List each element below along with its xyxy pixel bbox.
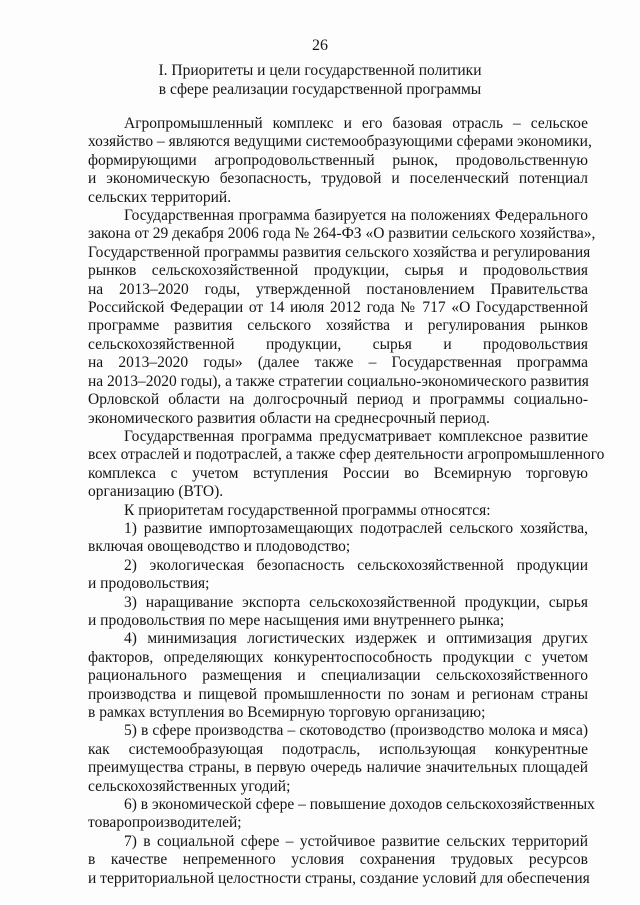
- text-line: и экономическую безопасность, трудовой и поселенческий потенциал: [88, 170, 588, 188]
- paragraph: [88, 115, 592, 207]
- text-line: и продовольствия по мере насыщения ими внутреннего рынка;: [88, 611, 505, 629]
- text-line: в рамках вступления во Всемирную торговую организацию;: [88, 704, 486, 721]
- text-line: Государственная программа предусматривает комплексное развитие: [124, 427, 588, 445]
- paragraph: [88, 520, 588, 557]
- paragraph: [88, 557, 588, 594]
- text-line: в качестве непременного условия сохранения трудовых ресурсов: [88, 851, 588, 869]
- text-line: хозяйство – являются ведущими системообразующими сферами экономики,: [88, 133, 592, 151]
- text-line: сельских территорий.: [88, 188, 232, 206]
- text-line: 7) в социальной сфере – устойчивое развитие сельских территорий: [124, 832, 588, 850]
- page-number: 26: [312, 37, 328, 54]
- text-line: на 2013–2020 годы» (далее также – Государственная программа: [88, 354, 588, 372]
- paragraph: [88, 630, 588, 722]
- text-line: на 2013–2020 годы, утвержденной постановлением Правительства: [88, 280, 588, 298]
- text-line: 5) в сфере производства – скотоводство (производство молока и мяса): [124, 722, 588, 740]
- text-line: 2) экологическая безопасность сельскохозяйственной продукции: [124, 556, 588, 574]
- text-line: комплекса с учетом вступления России во Всемирную торговую: [88, 464, 588, 482]
- text-line: рынков сельскохозяйственной продукции, сырья и продовольствия: [88, 262, 588, 280]
- document-body: [88, 115, 605, 888]
- text-line: Агропромышленный комплекс и его базовая отрасль – сельское: [124, 115, 588, 132]
- text-line: сельскохозяйственных угодий;: [88, 777, 291, 795]
- text-line: и территориальной целостности страны, создание условий для обеспечения: [88, 869, 590, 887]
- text-line: включая овощеводство и плодоводство;: [88, 538, 351, 556]
- text-line: преимущества страны, в первую очередь наличие значительных площадей: [88, 759, 588, 777]
- text-line: закона от 29 декабря 2006 года № 264-ФЗ «О развитии сельского хозяйства»,: [88, 225, 596, 243]
- text-line: К приоритетам государственной программы относятся:: [124, 501, 491, 519]
- text-line: организацию (ВТО).: [88, 483, 224, 501]
- text-line: Российской Федерации от 14 июля 2012 года № 717 «О Государственной: [88, 299, 588, 317]
- text-line: экономического развития области на среднесрочный период.: [88, 409, 490, 427]
- text-line: 1) развитие импортозамещающих подотраслей сельского хозяйства,: [124, 519, 588, 537]
- text-line: факторов, определяющих конкурентоспособность продукции с учетом: [88, 648, 588, 666]
- paragraph: [88, 796, 595, 833]
- section-heading-line: I. Приоритеты и цели государственной политики: [158, 62, 482, 79]
- paragraph: [88, 502, 588, 520]
- paragraph: [88, 833, 588, 888]
- text-line: и продовольствия;: [88, 575, 210, 593]
- text-line: товаропроизводителей;: [88, 814, 242, 832]
- text-line: сельскохозяйственной продукции, сырья и продовольствия: [88, 335, 588, 353]
- text-line: Орловской области на долгосрочный период и программы социально-: [88, 391, 588, 409]
- paragraph: [88, 594, 588, 631]
- section-heading: [120, 62, 520, 99]
- text-line: производства и пищевой промышленности по зонам и регионам страны: [88, 685, 588, 703]
- text-line: всех отраслей и подотраслей, а также сфер деятельности агропромышленного: [88, 446, 605, 464]
- section-heading-line: в сфере реализации государственной программы: [158, 80, 482, 98]
- paragraph: [88, 207, 596, 428]
- text-line: Государственная программа базируется на положениях Федерального: [124, 207, 588, 225]
- text-line: рационального размещения и специализации сельскохозяйственного: [88, 667, 588, 685]
- paragraph: [88, 722, 588, 796]
- text-line: формирующими агропродовольственный рынок, продовольственную: [88, 151, 588, 169]
- text-line: как системообразующая подотрасль, использующая конкурентные: [88, 740, 588, 758]
- paragraph: [88, 427, 605, 502]
- text-line: программе развития сельского хозяйства и регулирования рынков: [88, 317, 588, 335]
- text-line: 4) минимизация логистических издержек и оптимизация других: [124, 630, 588, 648]
- text-line: Государственной программы развития сельского хозяйства и регулирования: [88, 243, 591, 261]
- text-line: 6) в экономической сфере – повышение доходов сельскохозяйственных: [124, 796, 595, 814]
- text-line: 3) наращивание экспорта сельскохозяйственной продукции, сырья: [124, 593, 588, 611]
- text-line: на 2013–2020 годы), а также стратегии социально-экономического развития: [88, 372, 589, 390]
